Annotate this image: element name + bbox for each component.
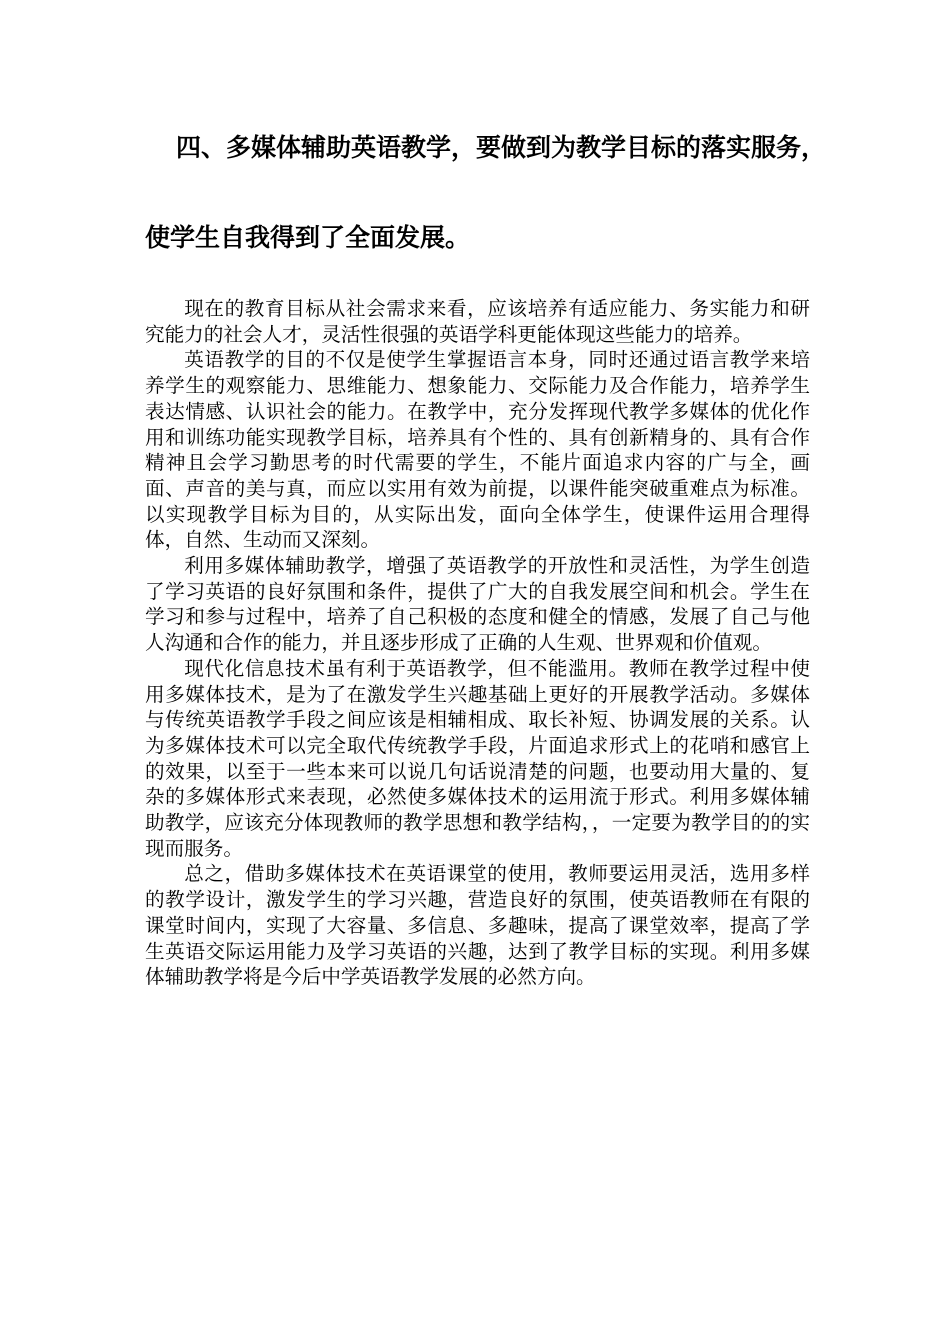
paragraph: 现代化信息技术虽有利于英语教学，但不能滥用。教师在教学过程中使用多媒体技术，是为了在激发学生兴趣基础上更好的开展教学活动。多媒体与传统英语教学手段之间应该是相辅相成、取长补短、协调发展的关系。认为多媒体技术可以完全取代传统教学手段，片面追求形式上的花哨和感官上的效果，以至于一些本来可以说几句话说清楚的问题，也要动用大量的、复杂的多媒体形式来表现，必然使多媒体技术的运用流于形式。利用多媒体辅助教学，应该充分体现教师的教学思想和教学结构，，一定要为教学目的的实现而服务。	[145, 656, 810, 860]
body-text	[145, 296, 810, 990]
paragraph: 英语教学的目的不仅是使学生掌握语言本身，同时还通过语言教学来培养学生的观察能力、思维能力、想象能力、交际能力及合作能力，培养学生表达情感、认识社会的能力。在教学中，充分发挥现代教学多媒体的优化作用和训练功能实现教学目标，培养具有个性的、具有创新精身的、具有合作精神且会学习勤思考的时代需要的学生，不能片面追求内容的广与全，画面、声音的美与真，而应以实用有效为前提，以课件能突破重难点为标准。以实现教学目标为目的，从实际出发，面向全体学生，使课件运用合理得体，自然、生动而又深刻。	[145, 348, 810, 552]
paragraph: 现在的教育目标从社会需求来看，应该培养有适应能力、务实能力和研究能力的社会人才，灵活性很强的英语学科更能体现这些能力的培养。	[145, 297, 810, 346]
paragraph: 总之，借助多媒体技术在英语课堂的使用，教师要运用灵活，选用多样的教学设计，激发学生的学习兴趣，营造良好的氛围，使英语教师在有限的课堂时间内，实现了大容量、多信息、多趣味，提高了课堂效率，提高了学生英语交际运用能力及学习英语的兴趣，达到了教学目标的实现。利用多媒体辅助教学将是今后中学英语教学发展的必然方向。	[145, 862, 810, 989]
paragraph: 利用多媒体辅助教学，增强了英语教学的开放性和灵活性，为学生创造了学习英语的良好氛围和条件，提供了广大的自我发展空间和机会。学生在学习和参与过程中，培养了自己积极的态度和健全的情感，发展了自己与他人沟通和合作的能力，并且逐步形成了正确的人生观、世界观和价值观。	[145, 554, 810, 655]
section-heading-line-1: 四、多媒体辅助英语教学，要做到为教学目标的落实服务，	[176, 133, 827, 162]
section-heading-line-2: 使学生自我得到了全面发展。	[145, 223, 471, 252]
